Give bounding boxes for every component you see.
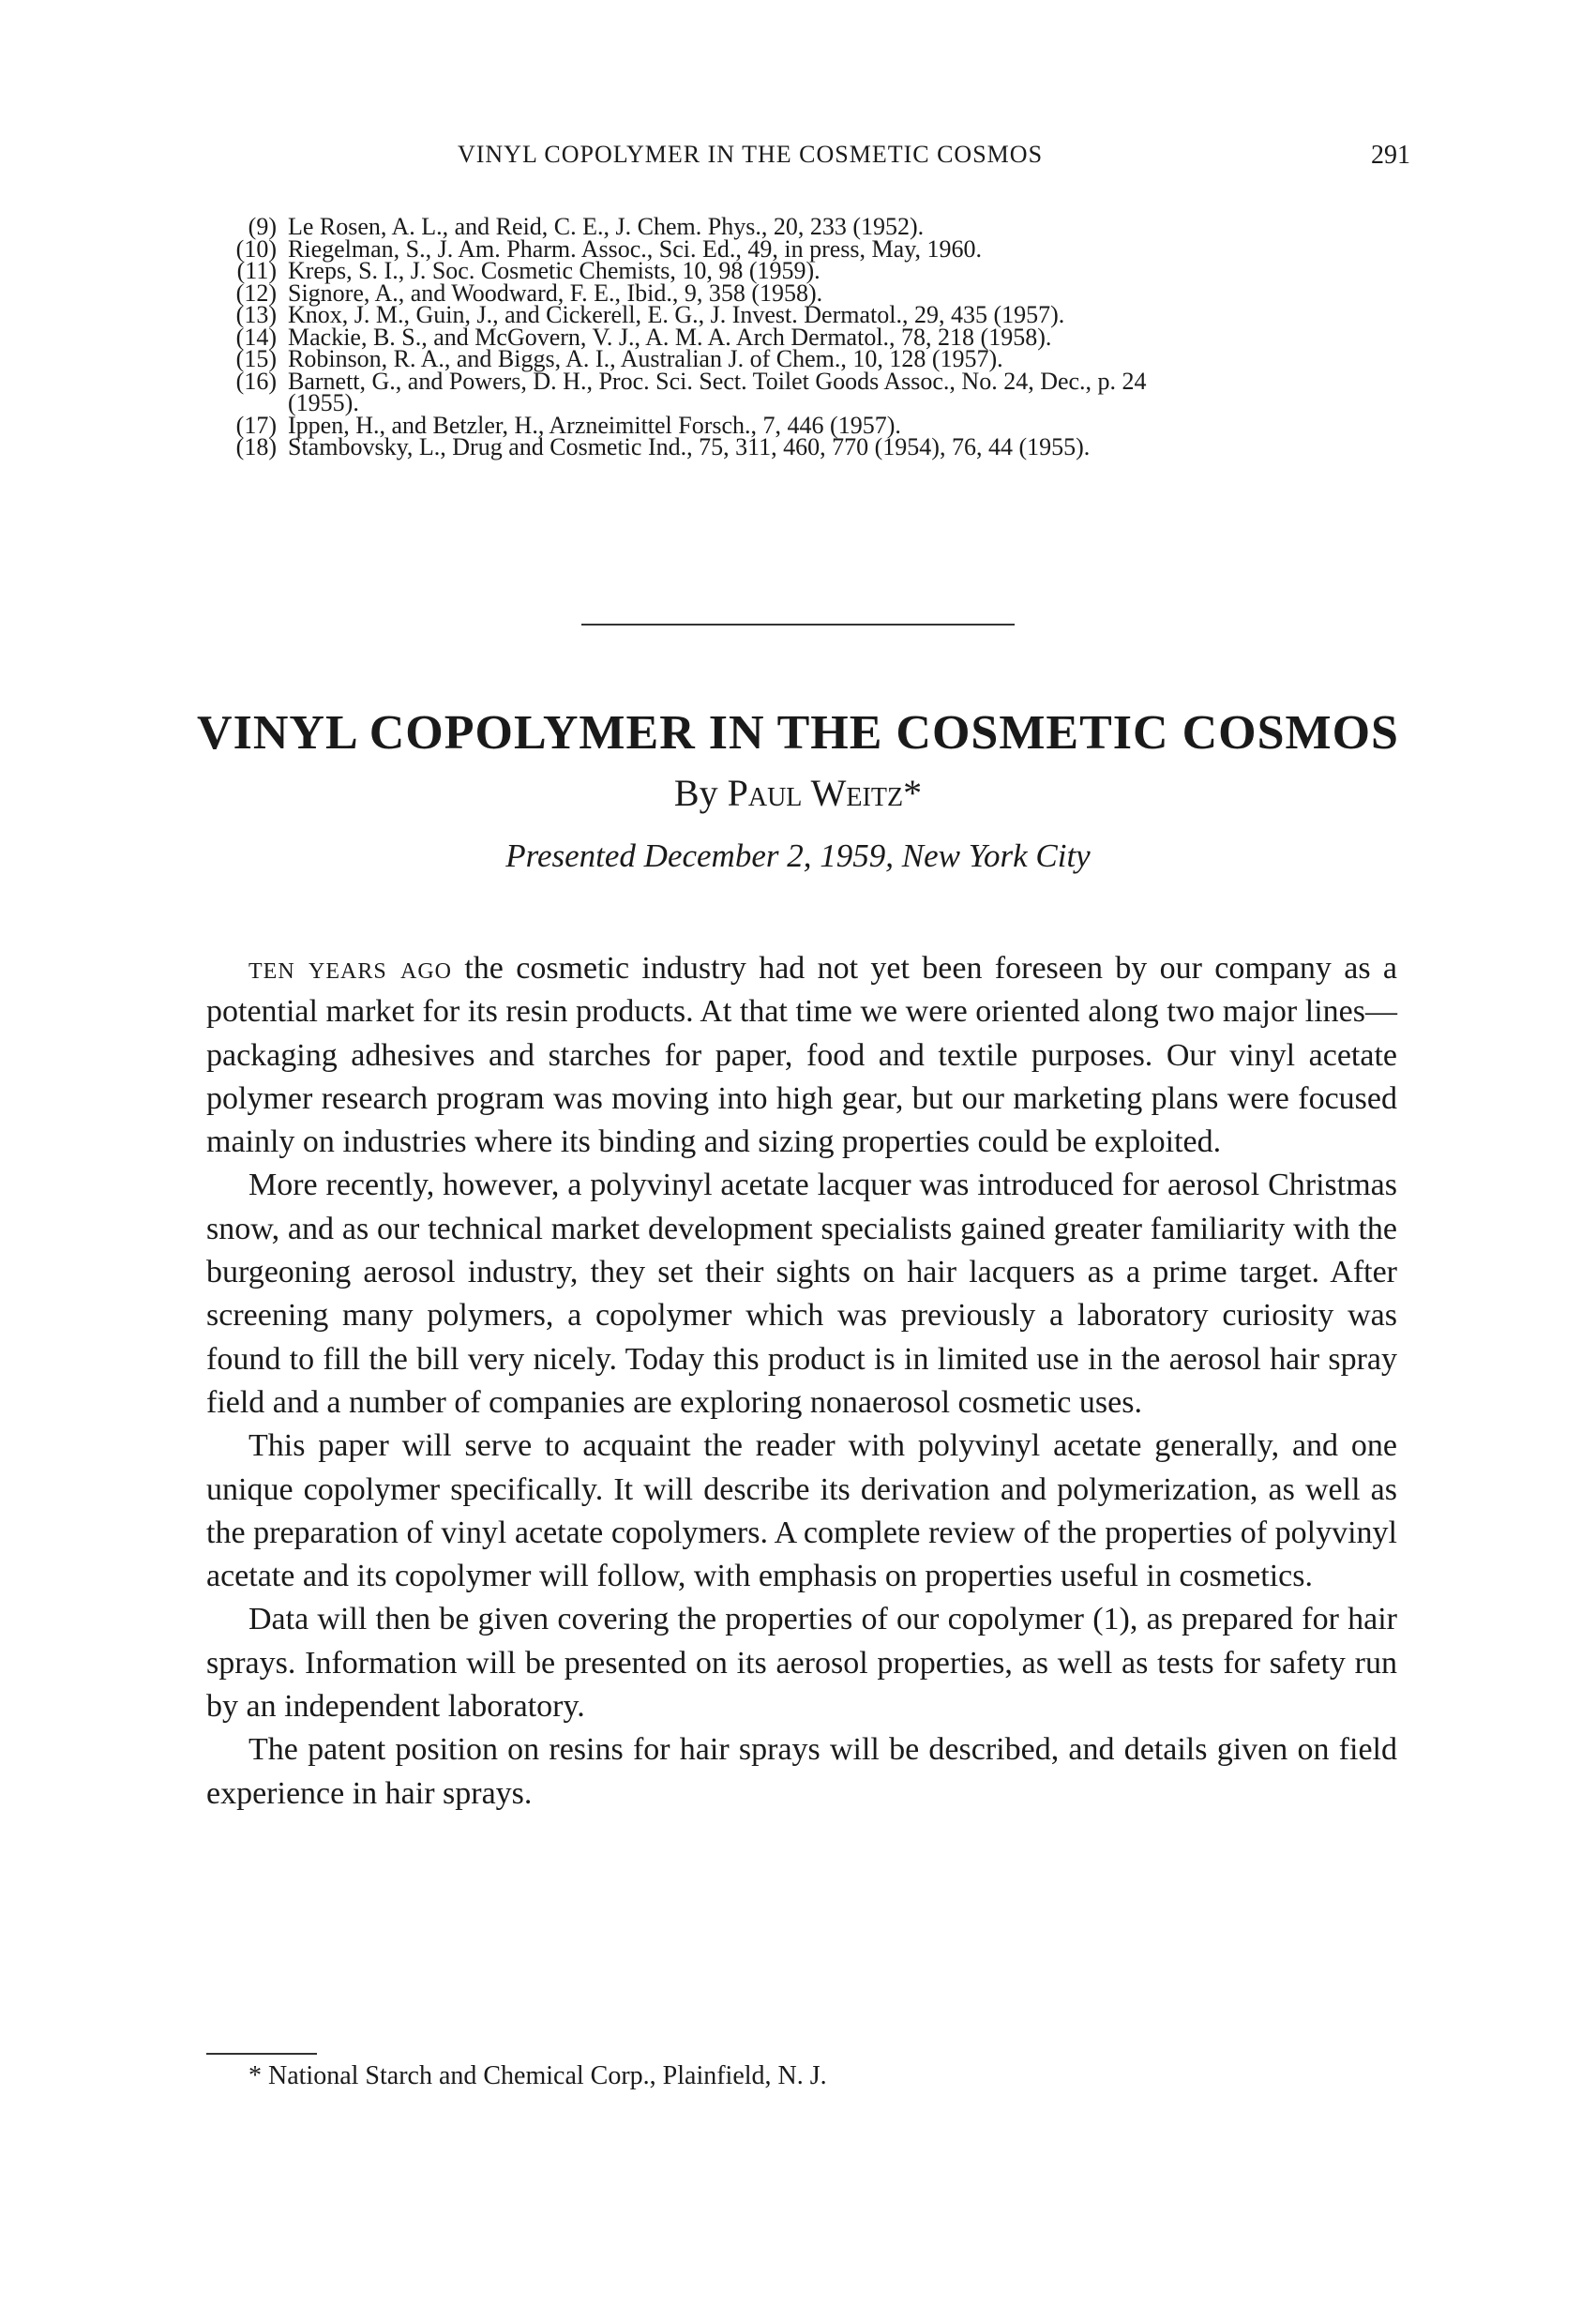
paragraph: Data will then be given covering the properties of our copolymer (1), as prepared for hair sprays. Information will be presented on its aerosol properties, as well as tests for safety run by an independent laboratory. (206, 1602, 1397, 1725)
paragraph: This paper will serve to acquaint the reader with polyvinyl acetate generally, and one unique copolymer specifically. It will describe its derivation and polymerization, as well as the preparation of vinyl acetate copolymers. A complete review of the properties of polyvinyl acetate and its copolymer will follow, with emphasis on properties useful in cosmetics. (206, 1428, 1397, 1594)
reference-item (197, 301, 1416, 328)
reference-item (197, 213, 1416, 240)
reference-number: (17) (235, 411, 277, 439)
paragraph (206, 947, 1397, 1164)
reference-number: (10) (235, 234, 277, 263)
reference-text: Stambovsky, L., Drug and Cosmetic Ind., 75, 311, 460, 770 (1954), 76, 44 (1955). (288, 433, 1091, 460)
article-body (206, 947, 1397, 1816)
reference-text: Knox, J. M., Guin, J., and Cickerell, E. G., J. Invest. Dermatol., 29, 435 (1957). (288, 301, 1065, 328)
page-number: 291 (1371, 141, 1410, 170)
reference-text: Signore, A., and Woodward, F. E., Ibid., 9, 358 (1958). (288, 279, 823, 307)
reference-number: (14) (235, 323, 277, 351)
reference-item (197, 433, 1416, 460)
reference-number: (15) (235, 345, 277, 372)
reference-number: (9) (248, 213, 277, 240)
paragraph-text: the cosmetic industry had not yet been foreseen by our company as a potential market for its resin products. At that time we were oriented along two major lines—packaging adhesives and starches for paper, food and textile purposes. Our vinyl acetate polymer research program was moving into high gear, but our marketing plans were focused mainly on industries where its binding and sizing properties could be exploited. (206, 951, 1398, 1160)
author-name: Paul Weitz* (727, 772, 923, 814)
reference-item (197, 367, 1416, 395)
reference-continuation: (1955). (288, 389, 359, 416)
presented-line: Presented December 2, 1959, New York City (505, 837, 1091, 874)
reference-list (197, 213, 1416, 460)
reference-text: Le Rosen, A. L., and Reid, C. E., J. Chem. Phys., 20, 233 (1952). (288, 213, 925, 240)
article-title: VINYL COPOLYMER IN THE COSMETIC COSMOS (197, 706, 1399, 760)
reference-item (197, 345, 1416, 372)
reference-text: Ippen, H., and Betzler, H., Arzneimittel Forsch., 7, 446 (1957). (288, 411, 901, 439)
reference-number: (18) (235, 433, 277, 460)
reference-item (197, 257, 1416, 284)
footnote-rule (206, 2053, 317, 2055)
reference-text: Riegelman, S., J. Am. Pharm. Assoc., Sci. Ed., 49, in press, May, 1960. (288, 234, 983, 263)
reference-text: Kreps, S. I., J. Soc. Cosmetic Chemists, 10, 98 (1959). (288, 257, 821, 284)
running-head: VINYL COPOLYMER IN THE COSMETIC COSMOS (457, 141, 1044, 168)
reference-text: Robinson, R. A., and Biggs, A. I., Australian J. of Chem., 10, 128 (1957). (288, 345, 1003, 372)
reference-number: (13) (235, 301, 277, 328)
paragraph: More recently, however, a polyvinyl acetate lacquer was introduced for aerosol Christmas snow, and as our technical market development specialists gained greater familiarity with the burgeoning aerosol industry, they set their sights on hair lacquers as a prime target. After screening many polymers, a copolymer which was previously a laboratory curiosity was found to fill the bill very nicely. Today this product is in limited use in the aerosol hair spray field and a number of companies are exploring nonaerosol cosmetic uses. (206, 1168, 1397, 1420)
section-divider (581, 624, 1015, 626)
reference-text: Barnett, G., and Powers, D. H., Proc. Sci. Sect. Toilet Goods Assoc., No. 24, Dec., p. 24 (288, 367, 1147, 395)
reference-number: (11) (236, 257, 277, 284)
byline (94, 771, 1502, 815)
reference-number: (16) (235, 367, 277, 395)
reference-number: (12) (235, 279, 277, 307)
reference-text: Mackie, B. S., and McGovern, V. J., A. M. A. Arch Dermatol., 78, 218 (1958). (288, 323, 1052, 351)
footnote: * National Starch and Chemical Corp., Plainfield, N. J. (248, 2061, 827, 2090)
paragraph: The patent position on resins for hair sprays will be described, and details given on field experience in hair sprays. (206, 1732, 1397, 1811)
lead-smallcaps: ten years ago (248, 951, 453, 986)
byline-prefix: By (673, 772, 718, 814)
